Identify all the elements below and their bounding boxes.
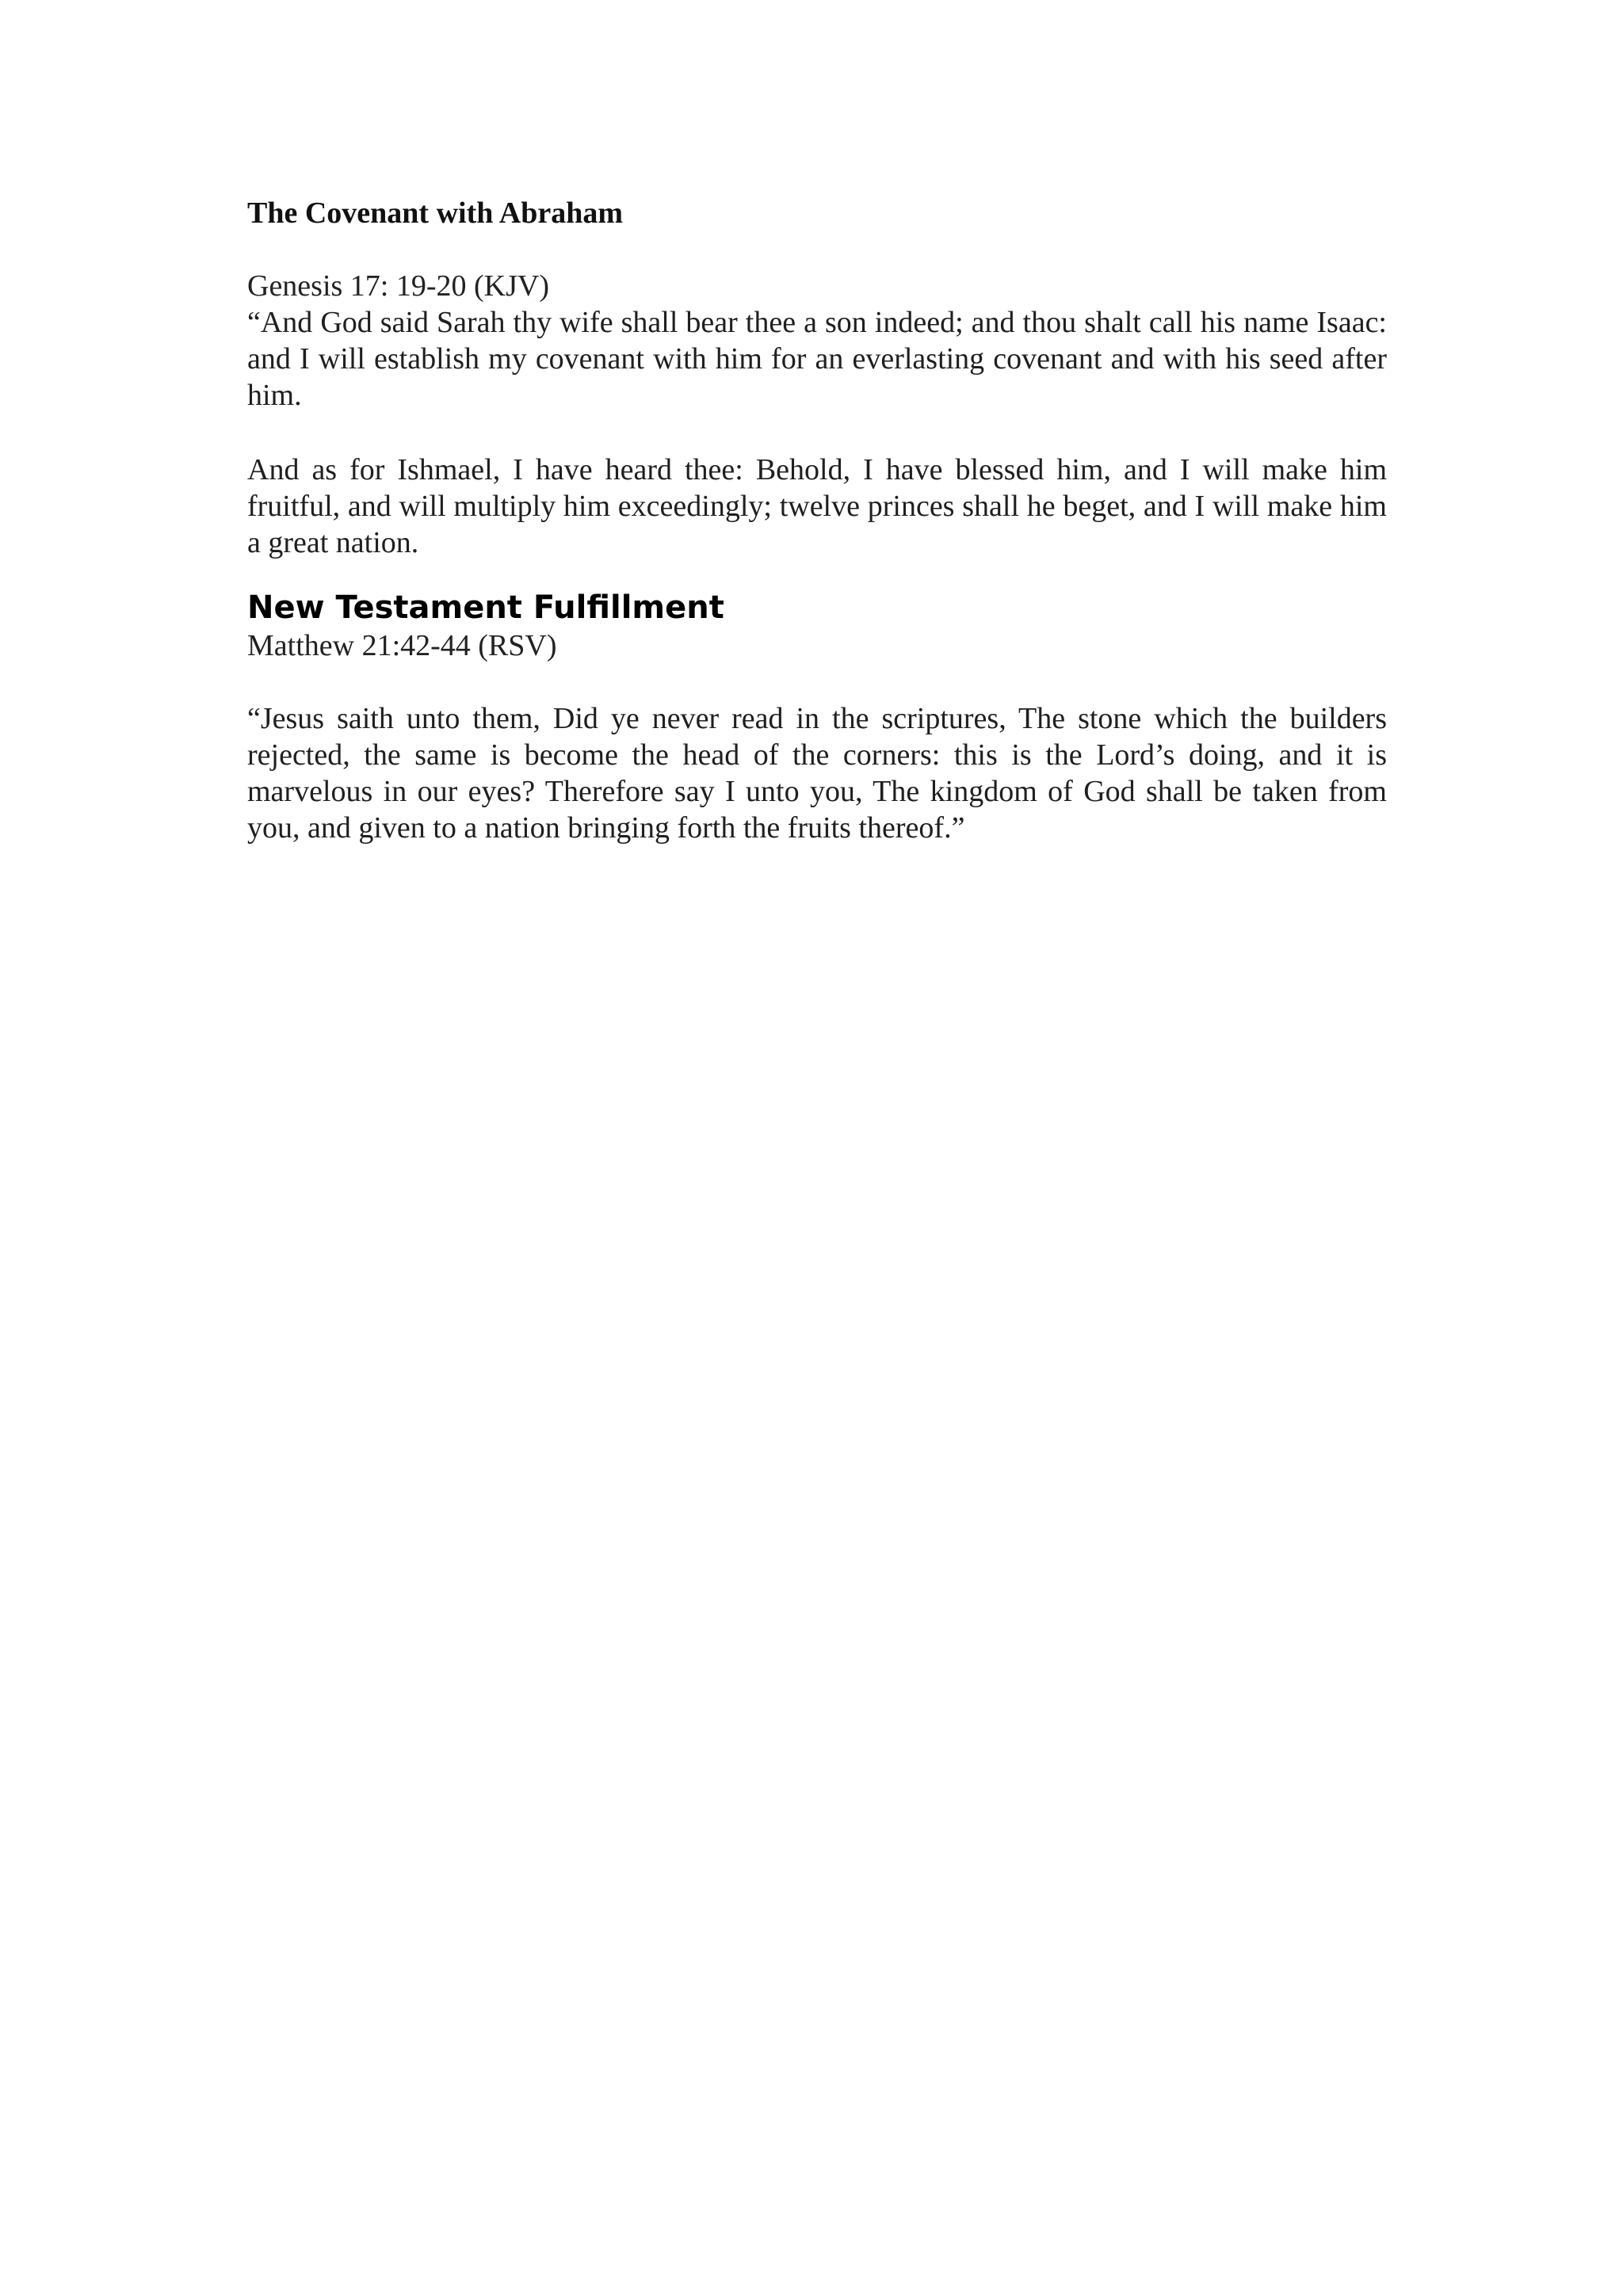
scripture-reference-matthew: Matthew 21:42-44 (RSV)	[247, 629, 557, 662]
spacer	[247, 561, 1387, 588]
scripture-paragraph-isaac: “And God said Sarah thy wife shall bear thee a son indeed; and thou shalt call his name Isaac: and I will establish my covenant with him for an everlasting covenant and with his seed after him.	[247, 306, 1387, 412]
section-title-covenant: The Covenant with Abraham	[247, 196, 623, 230]
scripture-paragraph-ishmael: And as for Ishmael, I have heard thee: Behold, I have blessed him, and I will make him fruitful, and will multiply him exceedingly; twelve princes shall he beget, and I will make him a great nation.	[247, 453, 1387, 559]
document-body	[247, 195, 1387, 846]
scripture-paragraph-jesus: “Jesus saith unto them, Did ye never read in the scriptures, The stone which the builders rejected, the same is become the head of the corners: this is the Lord’s doing, and it is marvelous in our eyes? Therefore say I unto you, The kingdom of God shall be taken from you, and given to a nation bringing forth the fruits thereof.”	[247, 702, 1387, 845]
section-title-new-testament: New Testament Fulfillment	[247, 589, 724, 626]
scripture-reference-genesis: Genesis 17: 19-20 (KJV)	[247, 269, 550, 303]
spacer	[247, 414, 1387, 452]
spacer	[247, 664, 1387, 700]
spacer	[247, 231, 1387, 268]
